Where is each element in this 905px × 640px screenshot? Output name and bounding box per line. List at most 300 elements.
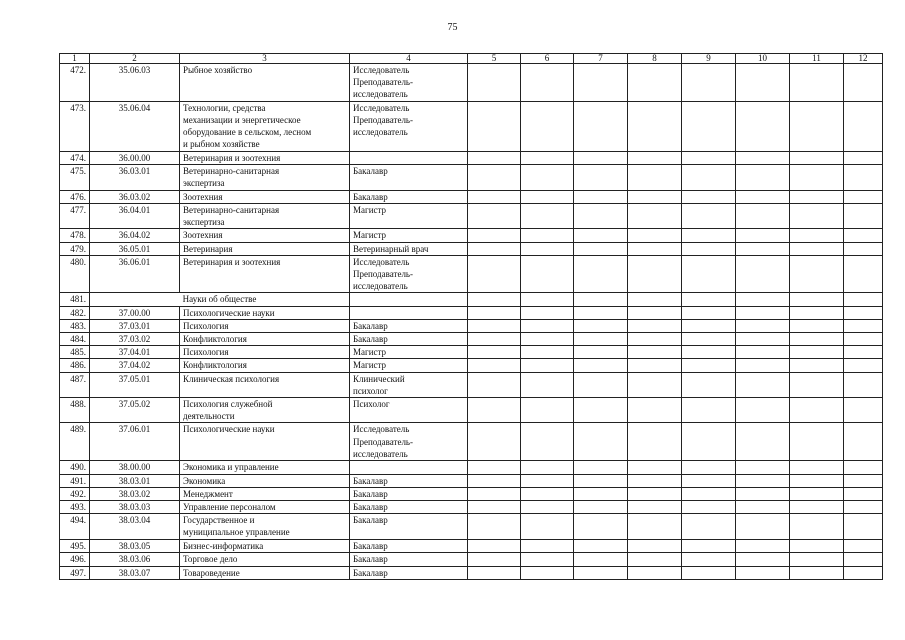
empty-cell-col-10 <box>736 501 790 514</box>
empty-cell-col-5 <box>468 333 521 346</box>
empty-cell-col-5 <box>468 229 521 242</box>
empty-cell-col-5 <box>468 461 521 474</box>
qualification-line: исследователь <box>353 127 408 138</box>
specialty-name <box>180 255 350 293</box>
empty-cell-col-11 <box>790 487 844 500</box>
empty-cell-col-8 <box>628 242 682 255</box>
empty-cell-col-9 <box>682 540 736 553</box>
empty-cell-col-9 <box>682 306 736 319</box>
empty-cell-col-8 <box>628 293 682 306</box>
empty-cell-col-6 <box>521 164 574 190</box>
empty-cell-col-10 <box>736 372 790 397</box>
qualification-cell <box>350 423 468 461</box>
qualification-cell <box>350 553 468 566</box>
table-row <box>60 190 883 203</box>
empty-cell-col-5 <box>468 566 521 579</box>
table-row <box>60 514 883 540</box>
empty-cell-col-6 <box>521 540 574 553</box>
empty-cell-col-11 <box>790 151 844 164</box>
empty-cell-col-5 <box>468 346 521 359</box>
empty-cell-col-6 <box>521 461 574 474</box>
empty-cell-col-6 <box>521 487 574 500</box>
specialty-code: 35.06.04 <box>90 101 180 151</box>
empty-cell-col-12 <box>844 553 883 566</box>
empty-cell-col-9 <box>682 566 736 579</box>
specialty-name <box>180 242 350 255</box>
empty-cell-col-12 <box>844 423 883 461</box>
empty-cell-col-8 <box>628 398 682 423</box>
specialty-code: 36.04.02 <box>90 229 180 242</box>
qualification-line: Бакалавр <box>353 541 388 552</box>
row-number: 489. <box>60 423 90 461</box>
empty-cell-col-8 <box>628 514 682 540</box>
empty-cell-col-12 <box>844 151 883 164</box>
empty-cell-col-6 <box>521 242 574 255</box>
empty-cell-col-9 <box>682 333 736 346</box>
qualification-cell <box>350 242 468 255</box>
qualification-line: Магистр <box>353 360 387 371</box>
qualification-cell <box>350 101 468 151</box>
empty-cell-col-5 <box>468 359 521 372</box>
specialty-code: 37.03.01 <box>90 319 180 332</box>
table-row <box>60 204 883 229</box>
qualification-line: Бакалавр <box>353 165 388 176</box>
empty-cell-col-5 <box>468 372 521 397</box>
empty-cell-col-11 <box>790 359 844 372</box>
empty-cell-col-8 <box>628 346 682 359</box>
specialty-code: 38.03.06 <box>90 553 180 566</box>
empty-cell-col-5 <box>468 423 521 461</box>
column-header-12: 12 <box>844 54 883 64</box>
qualification-line: Магистр <box>353 205 387 216</box>
qualification-line: Бакалавр <box>353 567 388 578</box>
specialty-name-line: экспертиза <box>183 178 225 189</box>
empty-cell-col-6 <box>521 101 574 151</box>
empty-cell-col-7 <box>574 487 628 500</box>
empty-cell-col-6 <box>521 204 574 229</box>
empty-cell-col-9 <box>682 190 736 203</box>
row-number: 494. <box>60 514 90 540</box>
empty-cell-col-8 <box>628 64 682 102</box>
specialty-name-line: экспертиза <box>183 217 225 228</box>
specialty-name-line: Ветеринария и зоотехния <box>183 152 281 163</box>
empty-cell-col-6 <box>521 293 574 306</box>
empty-cell-col-11 <box>790 461 844 474</box>
empty-cell-col-10 <box>736 306 790 319</box>
qualification-line: Преподаватель- <box>353 114 414 125</box>
empty-cell-col-11 <box>790 255 844 293</box>
qualification-cell <box>350 359 468 372</box>
empty-cell-col-9 <box>682 229 736 242</box>
empty-cell-col-12 <box>844 487 883 500</box>
empty-cell-col-11 <box>790 553 844 566</box>
empty-cell-col-8 <box>628 461 682 474</box>
empty-cell-col-12 <box>844 346 883 359</box>
empty-cell-col-6 <box>521 319 574 332</box>
row-number: 483. <box>60 319 90 332</box>
qualification-line: Бакалавр <box>353 320 388 331</box>
empty-cell-col-7 <box>574 293 628 306</box>
empty-cell-col-7 <box>574 474 628 487</box>
qualification-line: Бакалавр <box>353 515 388 526</box>
specialty-name <box>180 514 350 540</box>
row-number: 496. <box>60 553 90 566</box>
qualification-cell <box>350 319 468 332</box>
column-header-4: 4 <box>350 54 468 64</box>
row-number: 488. <box>60 398 90 423</box>
empty-cell-col-12 <box>844 398 883 423</box>
specialty-name <box>180 359 350 372</box>
empty-cell-col-9 <box>682 423 736 461</box>
empty-cell-col-12 <box>844 293 883 306</box>
specialty-name <box>180 501 350 514</box>
empty-cell-col-9 <box>682 164 736 190</box>
empty-cell-col-12 <box>844 359 883 372</box>
qualification-cell <box>350 164 468 190</box>
empty-cell-col-7 <box>574 346 628 359</box>
empty-cell-col-5 <box>468 553 521 566</box>
empty-cell-col-11 <box>790 64 844 102</box>
qualification-cell <box>350 293 468 306</box>
empty-cell-col-5 <box>468 293 521 306</box>
empty-cell-col-5 <box>468 255 521 293</box>
empty-cell-col-6 <box>521 64 574 102</box>
specialty-name-line: Психология служебной <box>183 399 273 410</box>
specialty-name-line: и рыбном хозяйстве <box>183 139 260 150</box>
empty-cell-col-9 <box>682 501 736 514</box>
qualification-cell <box>350 566 468 579</box>
row-number: 491. <box>60 474 90 487</box>
empty-cell-col-10 <box>736 566 790 579</box>
specialty-name <box>180 64 350 102</box>
row-number: 497. <box>60 566 90 579</box>
table-row <box>60 229 883 242</box>
specialty-name <box>180 164 350 190</box>
specialty-name <box>180 566 350 579</box>
specialty-code: 36.05.01 <box>90 242 180 255</box>
empty-cell-col-8 <box>628 151 682 164</box>
specialty-name-line: Торговое дело <box>183 554 238 565</box>
column-header-7: 7 <box>574 54 628 64</box>
table-row <box>60 501 883 514</box>
empty-cell-col-12 <box>844 566 883 579</box>
empty-cell-col-8 <box>628 190 682 203</box>
specialty-name-line: Ветеринария и зоотехния <box>183 256 281 267</box>
empty-cell-col-12 <box>844 64 883 102</box>
specialty-code: 35.06.03 <box>90 64 180 102</box>
specialty-name <box>180 204 350 229</box>
specialty-name-line: Ветеринарно-санитарная <box>183 205 280 216</box>
empty-cell-col-11 <box>790 566 844 579</box>
empty-cell-col-6 <box>521 566 574 579</box>
table-row <box>60 540 883 553</box>
empty-cell-col-5 <box>468 474 521 487</box>
row-number: 474. <box>60 151 90 164</box>
table-row <box>60 101 883 151</box>
specialty-name-line: Управление персоналом <box>183 502 276 513</box>
empty-cell-col-11 <box>790 333 844 346</box>
empty-cell-col-7 <box>574 255 628 293</box>
qualification-line: исследователь <box>353 89 408 100</box>
empty-cell-col-9 <box>682 474 736 487</box>
empty-cell-col-10 <box>736 514 790 540</box>
specialty-code: 36.04.01 <box>90 204 180 229</box>
specialty-name-line: Бизнес-информатика <box>183 541 264 552</box>
specialty-name <box>180 540 350 553</box>
column-number-header <box>60 54 883 64</box>
specialty-code: 38.00.00 <box>90 461 180 474</box>
specialty-name <box>180 423 350 461</box>
qualification-cell <box>350 151 468 164</box>
specialty-name-line: Менеджмент <box>183 488 233 499</box>
specialty-name <box>180 553 350 566</box>
empty-cell-col-6 <box>521 190 574 203</box>
qualification-line: Бакалавр <box>353 334 388 345</box>
empty-cell-col-9 <box>682 101 736 151</box>
empty-cell-col-12 <box>844 501 883 514</box>
qualification-cell <box>350 372 468 397</box>
empty-cell-col-7 <box>574 306 628 319</box>
empty-cell-col-6 <box>521 398 574 423</box>
empty-cell-col-7 <box>574 540 628 553</box>
row-number: 482. <box>60 306 90 319</box>
empty-cell-col-6 <box>521 151 574 164</box>
empty-cell-col-10 <box>736 229 790 242</box>
qualification-line: Бакалавр <box>353 554 388 565</box>
qualification-cell <box>350 501 468 514</box>
qualification-line: Исследователь <box>353 65 410 75</box>
specialty-name <box>180 487 350 500</box>
empty-cell-col-12 <box>844 204 883 229</box>
specialty-name <box>180 372 350 397</box>
empty-cell-col-6 <box>521 255 574 293</box>
column-header-1: 1 <box>60 54 90 64</box>
empty-cell-col-12 <box>844 229 883 242</box>
qualification-line: исследователь <box>353 281 408 292</box>
specialty-name <box>180 306 350 319</box>
specialty-name-line: Технологии, средства <box>183 102 266 113</box>
empty-cell-col-11 <box>790 293 844 306</box>
qualification-line: исследователь <box>353 448 408 459</box>
empty-cell-col-12 <box>844 164 883 190</box>
column-header-6: 6 <box>521 54 574 64</box>
qualification-cell <box>350 346 468 359</box>
empty-cell-col-12 <box>844 333 883 346</box>
empty-cell-col-5 <box>468 190 521 203</box>
qualification-line: Бакалавр <box>353 502 388 513</box>
table-row <box>60 333 883 346</box>
empty-cell-col-8 <box>628 255 682 293</box>
qualification-cell <box>350 487 468 500</box>
specialty-name <box>180 333 350 346</box>
specialty-name <box>180 190 350 203</box>
empty-cell-col-8 <box>628 359 682 372</box>
empty-cell-col-10 <box>736 423 790 461</box>
empty-cell-col-10 <box>736 101 790 151</box>
column-header-8: 8 <box>628 54 682 64</box>
specialty-code: 38.03.05 <box>90 540 180 553</box>
qualification-cell <box>350 474 468 487</box>
page-number: 75 <box>447 22 458 33</box>
column-header-2: 2 <box>90 54 180 64</box>
row-number: 475. <box>60 164 90 190</box>
empty-cell-col-11 <box>790 319 844 332</box>
specialty-code: 38.03.02 <box>90 487 180 500</box>
empty-cell-col-11 <box>790 242 844 255</box>
specialty-code: 36.03.01 <box>90 164 180 190</box>
empty-cell-col-11 <box>790 423 844 461</box>
empty-cell-col-7 <box>574 204 628 229</box>
specialty-code: 37.04.01 <box>90 346 180 359</box>
empty-cell-col-6 <box>521 474 574 487</box>
empty-cell-col-8 <box>628 474 682 487</box>
specialty-name-line: Рыбное хозяйство <box>183 65 253 75</box>
qualification-line: Клинический <box>353 373 405 384</box>
empty-cell-col-10 <box>736 540 790 553</box>
specialty-name-line: деятельности <box>183 411 235 422</box>
empty-cell-col-12 <box>844 306 883 319</box>
empty-cell-col-9 <box>682 242 736 255</box>
qualification-line: Бакалавр <box>353 191 388 202</box>
qualification-cell <box>350 190 468 203</box>
table-row <box>60 64 883 102</box>
empty-cell-col-7 <box>574 101 628 151</box>
empty-cell-col-5 <box>468 398 521 423</box>
specialty-name-line: Конфликтология <box>183 360 247 371</box>
specialty-code: 38.03.04 <box>90 514 180 540</box>
table-row <box>60 319 883 332</box>
specialty-name-line: Ветеринарно-санитарная <box>183 165 280 176</box>
empty-cell-col-7 <box>574 164 628 190</box>
row-number: 477. <box>60 204 90 229</box>
row-number: 472. <box>60 64 90 102</box>
table-row <box>60 306 883 319</box>
empty-cell-col-7 <box>574 319 628 332</box>
table-row <box>60 553 883 566</box>
qualification-line: Бакалавр <box>353 488 388 499</box>
empty-cell-col-9 <box>682 319 736 332</box>
empty-cell-col-8 <box>628 164 682 190</box>
specialty-name-line: Конфликтология <box>183 334 247 345</box>
table-row <box>60 151 883 164</box>
qualification-cell <box>350 64 468 102</box>
empty-cell-col-6 <box>521 359 574 372</box>
specialty-name-line: Ветеринария <box>183 243 233 254</box>
empty-cell-col-6 <box>521 423 574 461</box>
empty-cell-col-8 <box>628 306 682 319</box>
empty-cell-col-8 <box>628 333 682 346</box>
empty-cell-col-10 <box>736 398 790 423</box>
table-row <box>60 566 883 579</box>
empty-cell-col-5 <box>468 306 521 319</box>
row-number: 479. <box>60 242 90 255</box>
specialty-code: 36.06.01 <box>90 255 180 293</box>
row-number: 492. <box>60 487 90 500</box>
column-header-9: 9 <box>682 54 736 64</box>
specialty-name-line: Государственное и <box>183 515 255 526</box>
column-header-5: 5 <box>468 54 521 64</box>
empty-cell-col-8 <box>628 487 682 500</box>
empty-cell-col-11 <box>790 190 844 203</box>
empty-cell-col-11 <box>790 164 844 190</box>
empty-cell-col-8 <box>628 204 682 229</box>
empty-cell-col-10 <box>736 359 790 372</box>
empty-cell-col-11 <box>790 306 844 319</box>
row-number: 490. <box>60 461 90 474</box>
empty-cell-col-10 <box>736 190 790 203</box>
specialty-code: 37.00.00 <box>90 306 180 319</box>
empty-cell-col-11 <box>790 346 844 359</box>
empty-cell-col-9 <box>682 398 736 423</box>
row-number: 473. <box>60 101 90 151</box>
table-body <box>60 54 883 580</box>
empty-cell-col-9 <box>682 487 736 500</box>
empty-cell-col-8 <box>628 319 682 332</box>
qualification-cell <box>350 540 468 553</box>
specialty-name-line: Товароведение <box>183 567 240 578</box>
empty-cell-col-11 <box>790 540 844 553</box>
qualification-cell <box>350 333 468 346</box>
empty-cell-col-6 <box>521 346 574 359</box>
empty-cell-col-7 <box>574 64 628 102</box>
empty-cell-col-10 <box>736 487 790 500</box>
empty-cell-col-11 <box>790 474 844 487</box>
qualification-cell <box>350 461 468 474</box>
empty-cell-col-10 <box>736 164 790 190</box>
empty-cell-col-12 <box>844 190 883 203</box>
empty-cell-col-10 <box>736 255 790 293</box>
empty-cell-col-7 <box>574 514 628 540</box>
empty-cell-col-7 <box>574 359 628 372</box>
empty-cell-col-9 <box>682 553 736 566</box>
empty-cell-col-6 <box>521 514 574 540</box>
empty-cell-col-9 <box>682 514 736 540</box>
specialty-code: 37.03.02 <box>90 333 180 346</box>
table-row <box>60 423 883 461</box>
qualification-cell <box>350 204 468 229</box>
empty-cell-col-10 <box>736 333 790 346</box>
specialty-name-line: Экономика <box>183 475 226 486</box>
table-row <box>60 487 883 500</box>
empty-cell-col-11 <box>790 501 844 514</box>
specialty-name <box>180 319 350 332</box>
empty-cell-col-10 <box>736 461 790 474</box>
row-number: 495. <box>60 540 90 553</box>
qualification-cell <box>350 514 468 540</box>
empty-cell-col-11 <box>790 101 844 151</box>
empty-cell-col-7 <box>574 501 628 514</box>
row-number: 493. <box>60 501 90 514</box>
empty-cell-col-10 <box>736 64 790 102</box>
empty-cell-col-8 <box>628 372 682 397</box>
specialty-name-line: Зоотехния <box>183 191 223 202</box>
empty-cell-col-6 <box>521 229 574 242</box>
empty-cell-col-10 <box>736 293 790 306</box>
empty-cell-col-7 <box>574 423 628 461</box>
empty-cell-col-7 <box>574 566 628 579</box>
section-heading: Науки об обществе <box>90 293 350 306</box>
empty-cell-col-7 <box>574 372 628 397</box>
qualification-line: Исследователь <box>353 424 410 435</box>
empty-cell-col-5 <box>468 204 521 229</box>
empty-cell-col-12 <box>844 474 883 487</box>
specialty-code: 38.03.01 <box>90 474 180 487</box>
table-row <box>60 242 883 255</box>
empty-cell-col-11 <box>790 398 844 423</box>
empty-cell-col-9 <box>682 461 736 474</box>
empty-cell-col-6 <box>521 306 574 319</box>
table-row <box>60 164 883 190</box>
